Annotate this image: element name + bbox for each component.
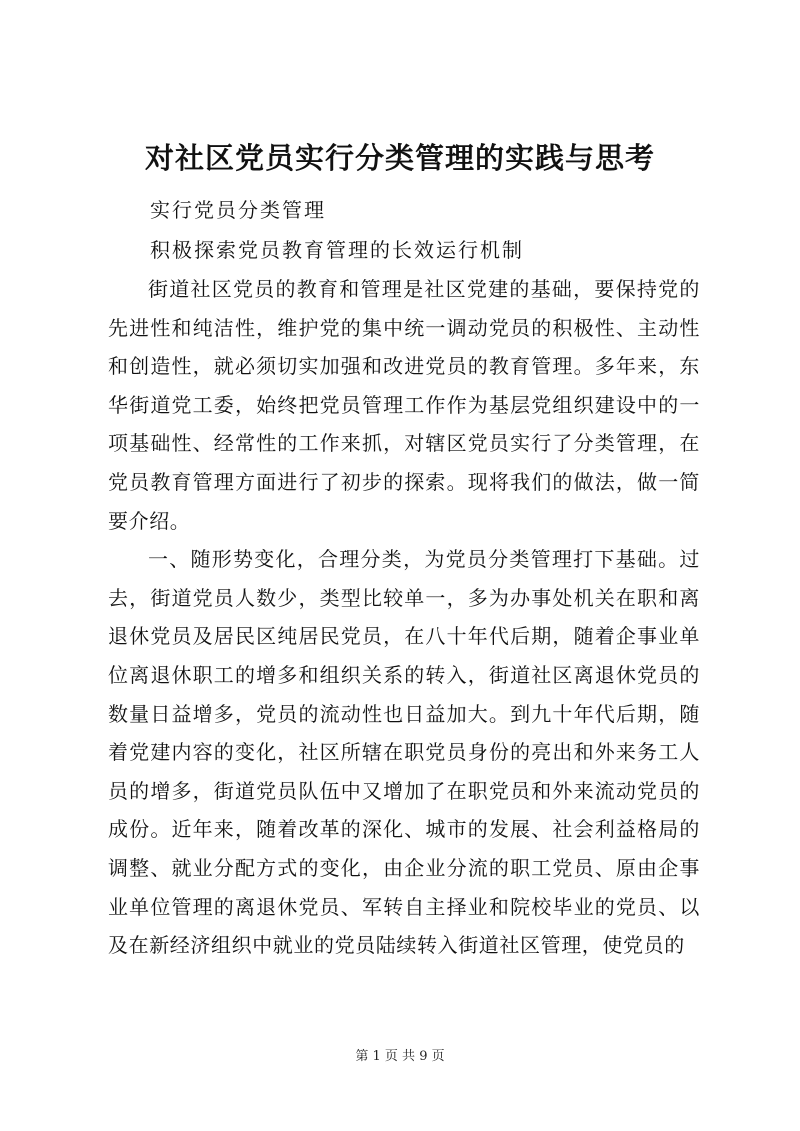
subheading-2: 积极探索党员教育管理的长效运行机制 [150, 238, 524, 262]
document-body [108, 270, 700, 965]
paragraph-section-1: 一、随形势变化，合理分类，为党员分类管理打下基础。过去，街道党员人数少，类型比较单一，多为办事处机关在职和离退休党员及居民区纯居民党员，在八十年代后期，随着企事业单位离退休职工的增多和组织关系的转入，街道社区离退休党员的数量日益增多，党员的流动性也日益加大。到九十年代后期，随着党建内容的变化，社区所辖在职党员身份的亮出和外来务工人员的增多，街道党员队伍中又增加了在职党员和外来流动党员的成份。近年来，随着改革的深化、城市的发展、社会利益格局的调整、就业分配方式的变化，由企业分流的职工党员、原由企事业单位管理的离退休党员、军转自主择业和院校毕业的党员、以及在新经济组织中就业的党员陆续转入街道社区管理，使党员的 [108, 547, 700, 958]
page-footer: 第 1 页 共 9 页 [355, 1049, 445, 1064]
subheading-1: 实行党员分类管理 [150, 198, 326, 222]
paragraph-intro: 街道社区党员的教育和管理是社区党建的基础，要保持党的先进性和纯洁性，维护党的集中统一调动党员的积极性、主动性和创造性，就必须切实加强和改进党员的教育管理。多年来，东华街道党工委，始终把党员管理工作作为基层党组织建设中的一项基础性、经常性的工作来抓，对辖区党员实行了分类管理，在党员教育管理方面进行了初步的探索。现将我们的做法，做一简要介绍。 [108, 277, 700, 533]
document-title: 对社区党员实行分类管理的实践与思考 [144, 141, 655, 175]
